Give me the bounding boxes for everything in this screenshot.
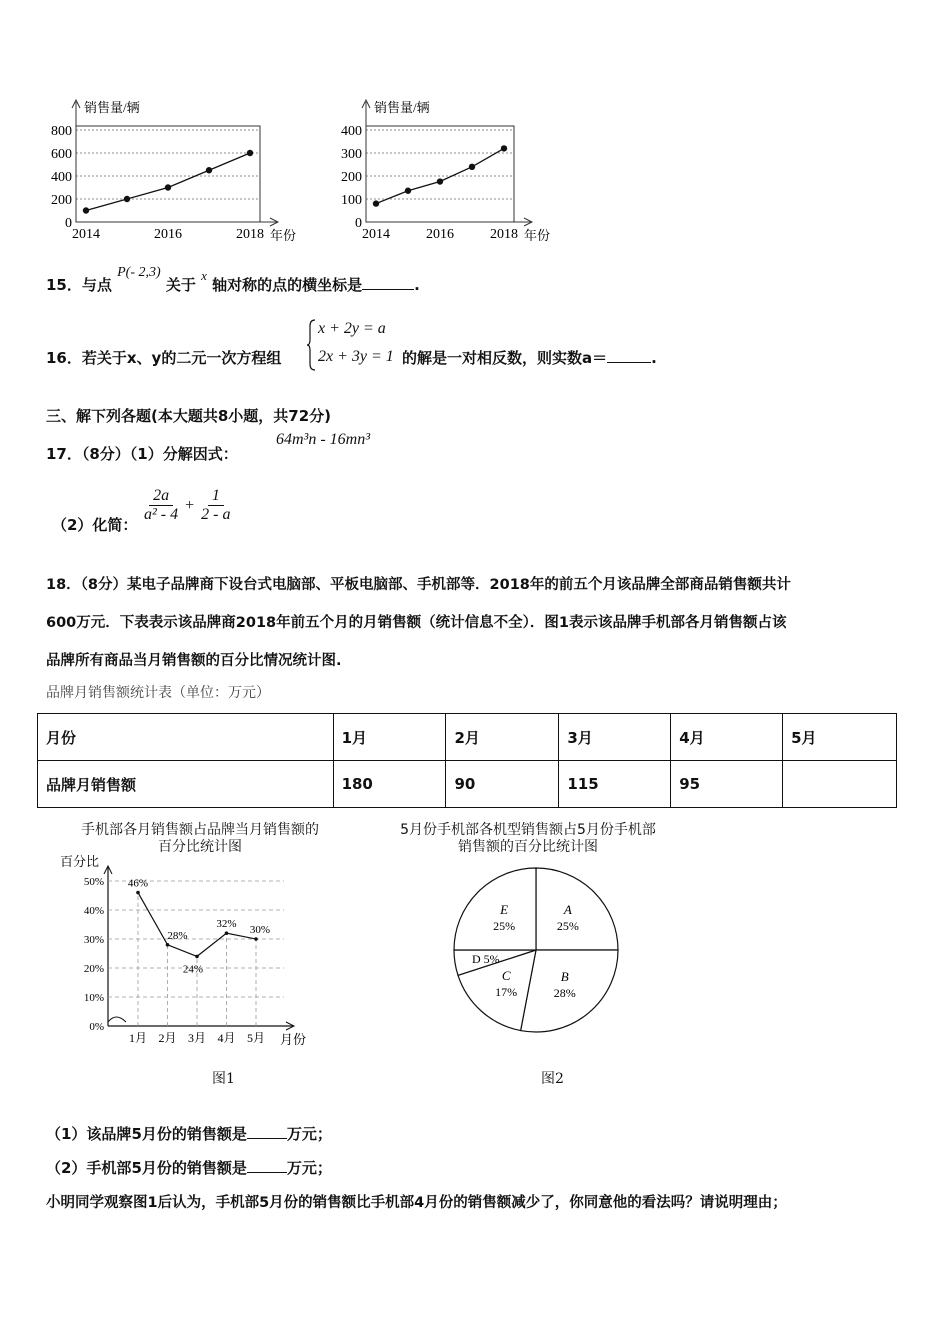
top-right-chart	[330, 96, 570, 246]
table-header-cell: 月份	[38, 714, 334, 761]
slice-percent: 25%	[556, 919, 579, 934]
data-label: 32%	[216, 918, 237, 931]
q15-point: P(- 2,3)	[117, 265, 161, 280]
top-left-chart	[40, 96, 310, 246]
sub-question-3: 小明同学观察图1后认为，手机部5月份的销售额比手机部4月份的销售额减少了，你同意他的看法吗？请说明理由；	[46, 1195, 787, 1211]
table-cell: 180	[333, 761, 446, 808]
q15-answer-blank[interactable]	[362, 275, 414, 290]
q17-part1: 17．（8分）（1）分解因式：	[46, 445, 238, 463]
sub-q1-suffix: 万元；	[286, 1125, 332, 1143]
sales-table	[37, 713, 897, 808]
table-header-cell: 5月	[783, 714, 897, 761]
sub-question-1	[46, 1123, 332, 1144]
q15-suffix: 轴对称的点的横坐标是	[212, 276, 363, 294]
table-header-cell: 2月	[446, 714, 559, 761]
y-tick-label: 0	[355, 216, 362, 231]
fraction-1-numerator: 2a	[149, 487, 173, 506]
series-line	[138, 893, 256, 957]
table-caption: 品牌月销售额统计表（单位：万元）	[46, 685, 270, 701]
y-tick-label: 0%	[89, 1021, 104, 1033]
table-row	[38, 761, 897, 808]
x-tick-label: 2月	[158, 1031, 177, 1045]
x-tick-label: 2014	[362, 227, 390, 242]
fraction-2	[197, 487, 234, 524]
y-tick-label: 50%	[83, 876, 104, 888]
plot-frame	[366, 126, 514, 222]
equation-2: 2x + 3y = 1	[318, 348, 394, 365]
figure-1-title-line-1: 手机部各月销售额占品牌当月销售额的	[81, 822, 319, 838]
slice-percent: 25%	[493, 919, 516, 934]
pie-slice	[454, 868, 536, 950]
table-cell: 90	[446, 761, 559, 808]
slice-name: E	[500, 902, 509, 918]
data-point	[136, 891, 140, 895]
figure-2-caption: 图2	[541, 1071, 564, 1087]
pie-slice	[536, 868, 618, 950]
plot-frame	[76, 126, 260, 222]
slice-name: C	[501, 967, 511, 983]
series-line	[86, 153, 250, 211]
y-axis-label: 销售量/辆	[84, 100, 140, 115]
y-tick-label: 600	[51, 147, 72, 162]
q18-line-2: 600万元．下表表示该品牌商2018年前五个月的月销售额（统计信息不全）．图1表示该品牌手机部各月销售额占该	[46, 615, 787, 631]
equation-1: x + 2y = a	[318, 320, 386, 337]
y-tick-label: 0	[65, 216, 72, 231]
figure-2-title-line-1: 5月份手机部各机型销售额占5月份手机部	[400, 822, 656, 838]
x-tick-label: 2016	[426, 227, 454, 242]
sub-q2-prefix: （2）手机部5月份的销售额是	[46, 1159, 247, 1177]
x-tick-label: 5月	[246, 1031, 266, 1045]
q17-part2: （2）化简：	[52, 516, 138, 534]
data-point	[373, 200, 379, 206]
slice-name: A	[563, 902, 572, 918]
fraction-1-denominator: a² - 4	[144, 506, 179, 523]
y-axis-label: 百分比	[60, 854, 100, 869]
slice-label: D 5%	[471, 951, 500, 966]
figure-2-title	[370, 822, 686, 856]
table-cell: 95	[671, 761, 783, 808]
data-point	[254, 937, 258, 941]
data-point	[469, 164, 475, 170]
y-tick-label: 30%	[83, 934, 104, 946]
y-tick-label: 400	[341, 124, 362, 139]
y-tick-label: 10%	[83, 992, 104, 1004]
x-axis-label: 年份	[270, 228, 297, 243]
data-point	[165, 184, 171, 190]
table-cell: 品牌月销售额	[38, 761, 334, 808]
y-tick-label: 800	[51, 124, 72, 139]
table-header-cell: 3月	[559, 714, 671, 761]
data-label: 30%	[249, 924, 271, 936]
figure-1-title-line-2: 百分比统计图	[158, 839, 242, 855]
data-point	[206, 167, 212, 173]
data-point	[225, 931, 229, 935]
q15-prefix: 15．与点	[46, 276, 112, 294]
x-tick-label: 1月	[128, 1031, 148, 1045]
sub-q2-answer-blank[interactable]	[247, 1158, 287, 1173]
x-axis-label: 年份	[524, 228, 551, 243]
table-cell: 115	[559, 761, 671, 808]
q15-middle: 关于	[165, 276, 196, 294]
q15-axis: x	[201, 268, 207, 283]
data-point	[166, 943, 170, 947]
fraction-2-denominator: 2 - a	[201, 506, 231, 523]
figure-1-caption: 图1	[212, 1071, 235, 1087]
q17-expression-2	[140, 487, 234, 524]
y-tick-label: 20%	[83, 963, 104, 975]
table-cell-empty[interactable]	[783, 761, 897, 808]
q15-end: .	[414, 276, 420, 294]
y-tick-label: 400	[51, 170, 72, 185]
data-point	[124, 196, 130, 202]
data-point	[247, 150, 253, 156]
x-tick-label: 2016	[154, 227, 182, 242]
x-tick-label: 2018	[490, 227, 518, 242]
q16-answer-blank[interactable]	[607, 348, 651, 363]
equation-system	[306, 318, 402, 372]
figure-2-chart	[450, 860, 630, 1040]
slice-percent: 28%	[553, 985, 576, 1000]
y-tick-label: 300	[341, 147, 362, 162]
y-axis-label: 销售量/辆	[374, 100, 430, 115]
data-point	[195, 955, 199, 959]
q18-line-3: 品牌所有商品当月销售额的百分比情况统计图.	[46, 653, 342, 669]
fraction-2-numerator: 1	[208, 487, 224, 506]
q16-end: .	[651, 349, 657, 367]
y-tick-label: 200	[341, 170, 362, 185]
x-tick-label: 4月	[217, 1031, 236, 1045]
data-label: 24%	[182, 963, 204, 976]
data-label: 28%	[167, 929, 188, 942]
sub-q1-answer-blank[interactable]	[247, 1124, 287, 1139]
axis-break-icon	[108, 1017, 126, 1022]
question-15	[46, 265, 420, 295]
section-3-title: 三、解下列各题(本大题共8小题，共72分)	[46, 407, 332, 425]
data-label: 46%	[127, 877, 149, 890]
figure-2-title-line-2: 销售额的百分比统计图	[458, 839, 598, 855]
table-header-cell: 1月	[333, 714, 446, 761]
data-point	[437, 178, 443, 184]
q16-suffix: 的解是一对相反数，则实数a＝	[402, 349, 608, 367]
question-16-prefix: 16．若关于x、y的二元一次方程组	[46, 349, 282, 367]
figure-1-chart	[40, 852, 330, 1050]
data-point	[405, 188, 411, 194]
slice-name: B	[560, 968, 569, 984]
fraction-1	[140, 487, 182, 524]
x-tick-label: 3月	[187, 1031, 207, 1045]
sub-q1-prefix: （1）该品牌5月份的销售额是	[46, 1125, 247, 1143]
plus-sign: +	[185, 496, 195, 514]
x-axis-label: 月份	[280, 1032, 307, 1047]
figure-1-title	[40, 822, 360, 856]
y-tick-label: 40%	[83, 905, 104, 917]
q17-expression-1: 64m³n - 16mn³	[276, 431, 371, 448]
slice-percent: 17%	[495, 984, 518, 999]
data-point	[83, 207, 89, 213]
x-tick-label: 2018	[236, 227, 264, 242]
y-tick-label: 200	[51, 193, 72, 208]
table-header-row	[38, 714, 897, 761]
y-tick-label: 100	[341, 193, 362, 208]
data-point	[501, 145, 507, 151]
x-tick-label: 2014	[72, 227, 100, 242]
sub-q2-suffix: 万元；	[286, 1159, 332, 1177]
brace-icon	[306, 318, 316, 372]
question-16-suffix	[402, 347, 657, 368]
sub-question-2	[46, 1157, 332, 1178]
table-header-cell: 4月	[671, 714, 783, 761]
q18-line-1: 18．（8分）某电子品牌商下设台式电脑部、平板电脑部、手机部等．2018年的前五个月该品牌全部商品销售额共计	[46, 577, 791, 593]
